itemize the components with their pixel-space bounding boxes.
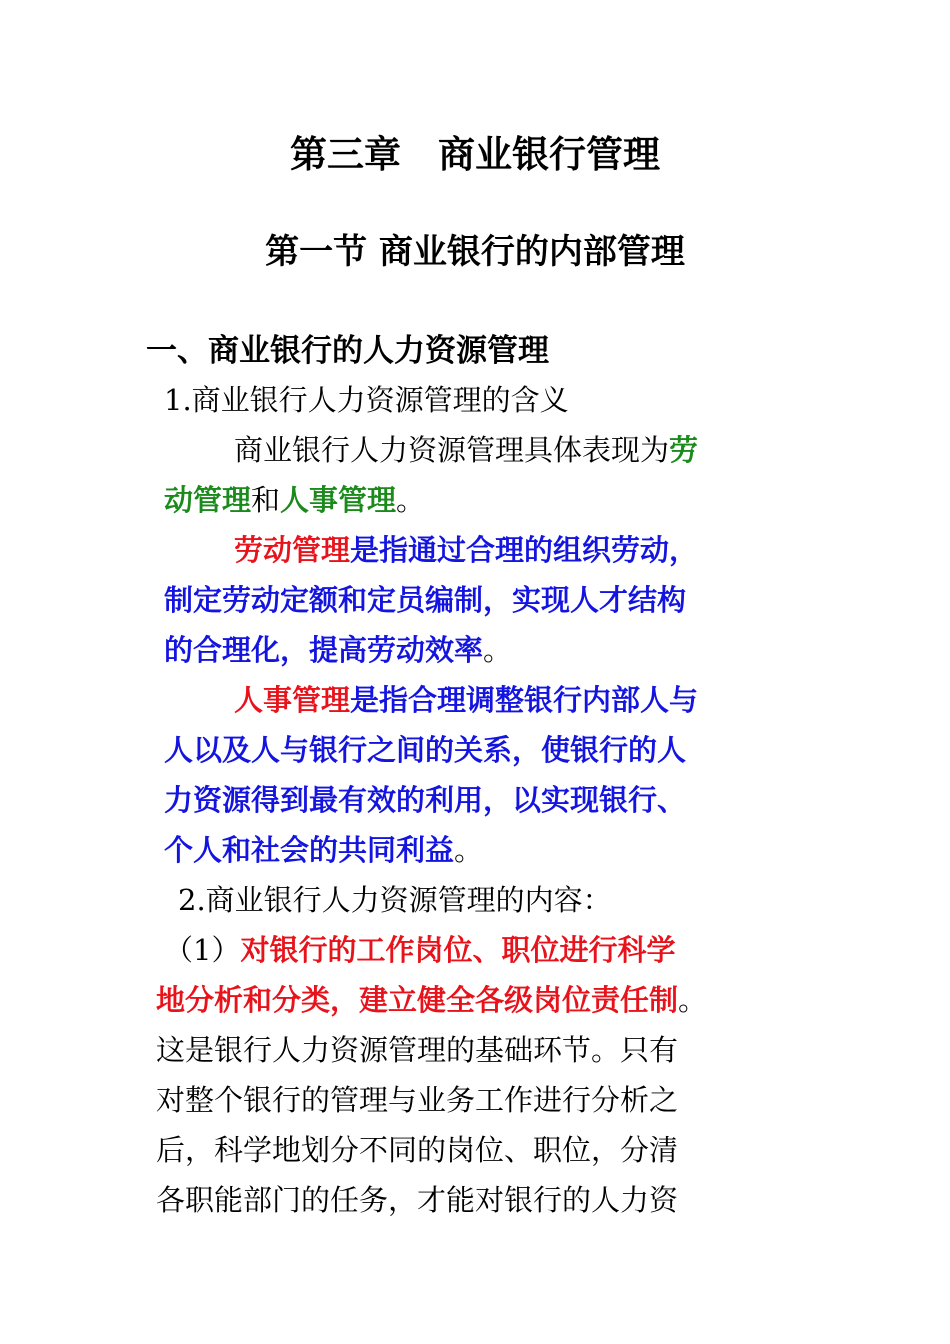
p4-period: 。 bbox=[678, 983, 708, 1017]
p4-emphasis-end: 地分析和分类，建立健全各级岗位责任制 bbox=[156, 983, 679, 1017]
item2-title: 2.商业银行人力资源管理的内容： bbox=[178, 883, 612, 917]
p3-period: 。 bbox=[454, 833, 484, 867]
p1-line1 bbox=[234, 428, 698, 472]
p3-line3: 力资源得到最有效的利用，以实现银行、 bbox=[164, 783, 687, 817]
section-title: 第一节 商业银行的内部管理 bbox=[265, 232, 685, 272]
p4-line3: 这是银行人力资源管理的基础环节。只有 bbox=[156, 1033, 679, 1067]
p4-line4: 对整个银行的管理与业务工作进行分析之 bbox=[156, 1083, 679, 1117]
p4-emphasis-start: 对银行的工作岗位、职位进行科学 bbox=[240, 933, 676, 967]
p4-line5: 后，科学地划分不同的岗位、职位，分清 bbox=[156, 1133, 679, 1167]
p1-conj: 和 bbox=[251, 483, 281, 517]
p1-term-labor-start: 劳 bbox=[669, 433, 699, 467]
p1-term-personnel: 人事管理 bbox=[280, 483, 397, 517]
p3-line2: 人以及人与银行之间的关系，使银行的人 bbox=[164, 733, 687, 767]
p1-line2 bbox=[164, 478, 425, 522]
p2-line1 bbox=[234, 528, 698, 572]
p2-line3 bbox=[164, 628, 512, 672]
p2-definition-start: 是指通过合理的组织劳动， bbox=[350, 533, 699, 567]
p4-number: （1） bbox=[164, 933, 241, 967]
p2-period: 。 bbox=[483, 633, 513, 667]
p2-definition-end: 的合理化，提高劳动效率 bbox=[164, 633, 484, 667]
item1-title: 1.商业银行人力资源管理的含义 bbox=[164, 383, 569, 417]
p1-period: 。 bbox=[396, 483, 426, 517]
chapter-title: 第三章 商业银行管理 bbox=[290, 132, 660, 176]
p3-definition-start: 是指合理调整银行内部人与 bbox=[350, 683, 699, 717]
p1-text: 商业银行人力资源管理具体表现为 bbox=[234, 433, 670, 467]
p2-term-labor-management: 劳动管理 bbox=[234, 533, 351, 567]
p3-definition-end: 个人和社会的共同利益 bbox=[164, 833, 455, 867]
p4-line1 bbox=[164, 928, 675, 972]
p3-term-personnel-management: 人事管理 bbox=[234, 683, 351, 717]
p3-line4 bbox=[164, 828, 483, 872]
p3-line1 bbox=[234, 678, 698, 722]
p4-line6: 各职能部门的任务，才能对银行的人力资 bbox=[156, 1183, 679, 1217]
heading-human-resources: 一、商业银行的人力资源管理 bbox=[146, 333, 549, 369]
p1-term-labor-end: 动管理 bbox=[164, 483, 252, 517]
p4-line2 bbox=[156, 978, 707, 1022]
p2-line2: 制定劳动定额和定员编制，实现人才结构 bbox=[164, 583, 687, 617]
